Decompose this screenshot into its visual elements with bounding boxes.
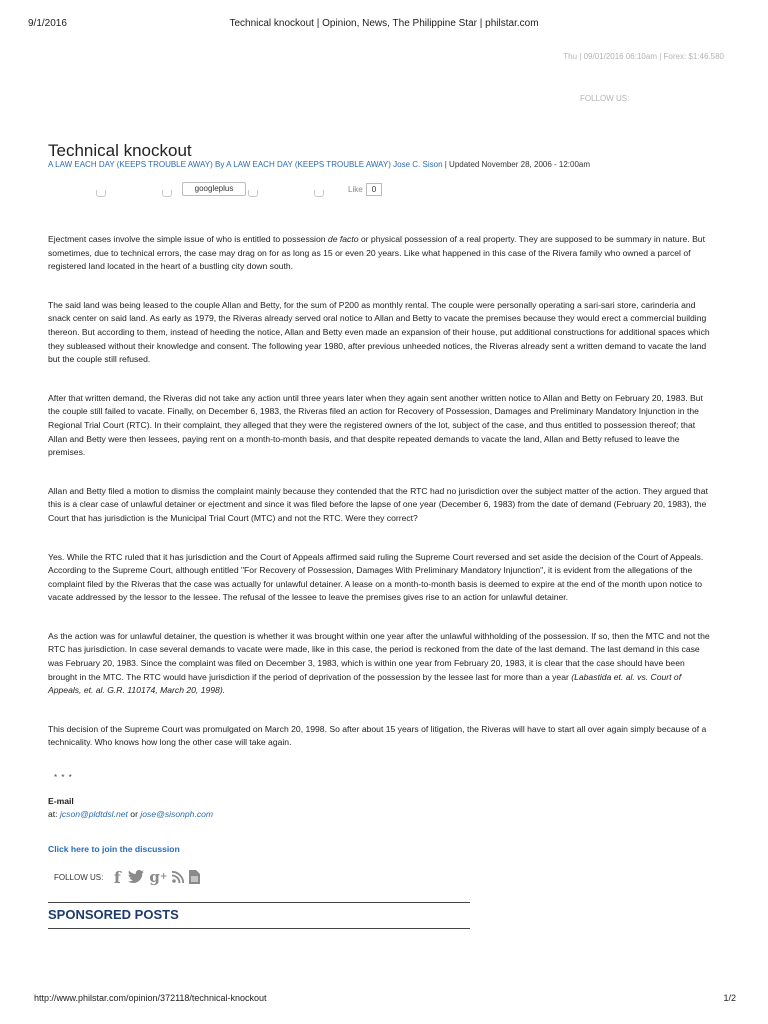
email-or: or <box>127 809 141 820</box>
like-count: 0 <box>366 183 382 196</box>
facebook-icon[interactable]: f <box>113 867 121 887</box>
p1-text-b: or physical possession of a real property. They are supposed to be summary in nature. But sometimes, due to technical errors, the case may drag on for as long as 15 or even 20 years. Like what happened in this case of the Rivera family who owned a parcel of registered land located in the heart of a bustling city down south. <box>48 234 705 272</box>
follow-us-top-label: FOLLOW US: <box>580 94 630 103</box>
twitter-icon[interactable] <box>128 870 144 884</box>
byline-updated: | Updated November 28, 2006 - 12:00am <box>444 160 591 169</box>
article-headline: Technical knockout <box>48 141 192 160</box>
sponsored-posts-title: SPONSORED POSTS <box>48 907 179 922</box>
article-paragraph: After that written demand, the Riveras did not take any action until three years later when they again sent another written notice to Allan and Betty on February 20, 1983. But the couple still failed to vacate. Finally, on December 6, 1983, the Riveras filed an action for Recovery of Possession, Damages and Preliminary Mandatory Injunction in the Regional Trial Court (RTC). In their complaint, they alleged that they were the registered owners of the lot, subject of the case, and thus entitled to possession thereof; that Allan and Betty were then lessees, paying rent on a month-to-month basis, and that despite repeated demands to vacate the land, Allan and Betty refused to leave the premises. <box>48 392 703 458</box>
print-date: 9/1/2016 <box>28 18 67 29</box>
email-heading: E-mail <box>48 795 74 806</box>
date-forex-bar: Thu | 09/01/2016 06:10am | Forex: $1:46.580 <box>563 52 724 61</box>
p1-text-a: Ejectment cases involve the simple issue of who is entitled to possession <box>48 234 328 244</box>
p1-italic: de facto <box>327 234 359 244</box>
googleplus-share-button[interactable]: googleplus <box>182 182 246 196</box>
like-button[interactable]: Like <box>348 185 363 194</box>
p6-text: As the action was for unlawful detainer, the question is whether it was brought within one year after the unlawful withholding of the possession. If so, then the MTC and not the RTC has jurisdiction. In case several demands to vacate were made, like in this case, the period is reckoned from the date of the last demand. The last demand in this case was February 20, 1983. Since the complaint was filed on December 3, 1983, which is within one year from February 20, 1983, it is clear that the case should have been brought in the MTC. The RTC would have jurisdiction if the period of deprivation of the possession by the lessee last for more than a year <box>48 630 710 682</box>
document-icon[interactable] <box>189 870 200 884</box>
article-paragraph <box>48 233 714 274</box>
article-paragraph: The said land was being leased to the couple Allan and Betty, for the sum of P200 as monthly rental. The couple were personally operating a sari-sari store, carinderia and snack center on said land. As early as 1979, the Riveras already served oral notice to Allan and Betty to vacate the premises because they would erect a commercial building thereon. But according to them, instead of heeding the notice, Allan and Betty even made an expansion of their house, put additional constructions for additional spaces which they subleased without their knowledge and consent. The following year 1980, after previous unheeded notices, the Riveras already sent a written demand to vacate the land but the couple still refused. <box>48 299 710 365</box>
p6-citation: (Labastida et. al. vs. Court of Appeals, et. al. G.R. 110174, March 20, 1998). <box>48 671 682 696</box>
article-byline <box>48 160 590 169</box>
print-title: Technical knockout | Opinion, News, The Philippine Star | philstar.com <box>229 18 539 29</box>
follow-us-label: FOLLOW US: <box>54 872 104 882</box>
print-page-number: 1/2 <box>723 993 736 1003</box>
print-url: http://www.philstar.com/opinion/372118/technical-knockout <box>34 993 267 1003</box>
sponsored-divider-bottom <box>48 928 470 929</box>
share-placeholder-icon[interactable] <box>248 190 258 197</box>
article-paragraph: This decision of the Supreme Court was promulgated on March 20, 1998. So after about 15 years of litigation, the Riveras will have to start all over again simply because of a technicality. Who knows how long the other case will take again. <box>48 723 707 748</box>
join-discussion-link[interactable]: Click here to join the discussion <box>48 843 180 854</box>
byline-section-link[interactable]: A LAW EACH DAY (KEEPS TROUBLE AWAY) By A LAW EACH DAY (KEEPS TROUBLE AWAY) <box>48 160 391 169</box>
follow-us-row <box>54 867 714 887</box>
separator-stars: * * * <box>54 773 73 783</box>
article-body <box>48 233 714 887</box>
sponsored-divider-top <box>48 902 470 903</box>
rss-icon[interactable] <box>172 871 184 883</box>
article-paragraph: Yes. While the RTC ruled that it has jurisdiction and the Court of Appeals affirmed said ruling the Supreme Court reversed and set aside the decision of the Court of Appeals. According to the Supreme Court, although entitled "For Recovery of Possession, Damages With Preliminary Mandatory Injunction", it is evident from the allegations of the complaint filed by the Riveras that the case was actually for unlawful detainer. A lease on a month-to-month basis is deemed to expire at the end of the month upon notice to vacate addressed by the lessor to the lessee. The refusal of the lessee to leave the premises gives rise to an action for unlawful detainer. <box>48 551 704 603</box>
email-at-label: at: <box>48 809 60 820</box>
share-placeholder-icon[interactable] <box>314 190 324 197</box>
googleplus-icon[interactable]: g + <box>149 867 168 886</box>
share-placeholder-icon[interactable] <box>162 190 172 197</box>
email-link-1[interactable]: jcson@pldtdsl.net <box>59 809 128 820</box>
email-line <box>48 808 714 822</box>
article-paragraph: Allan and Betty filed a motion to dismiss the complaint mainly because they contended that the RTC had no jurisdiction over the subject matter of the action. They argued that this is a clear case of unlawful detainer or ejectment and since it was filed before the lapse of one year (December 6, 1983) from the date of demand (February 20, 1983), the Court that has jurisdiction is the Municipal Trial Court (MTC) and not the RTC. Were they correct? <box>48 485 708 523</box>
share-row <box>92 182 412 202</box>
article-paragraph <box>48 630 714 698</box>
email-link-2[interactable]: jose@sisonph.com <box>140 809 214 820</box>
byline-author-link[interactable]: Jose C. Sison <box>393 160 443 169</box>
share-placeholder-icon[interactable] <box>96 190 106 197</box>
